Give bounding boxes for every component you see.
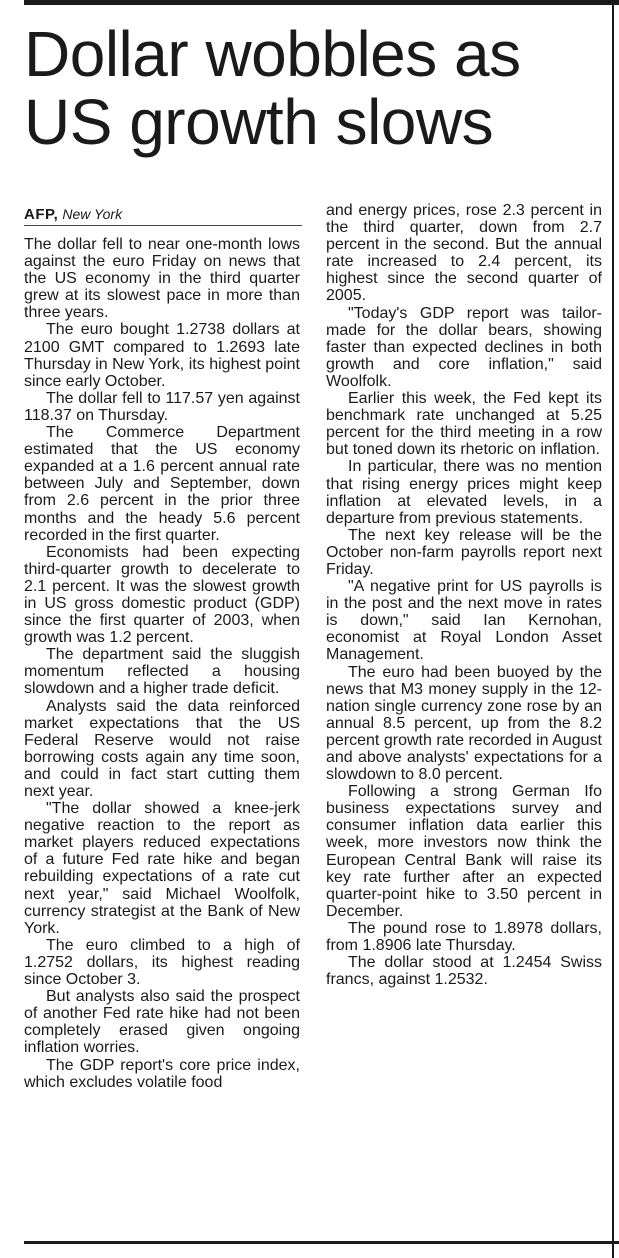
- paragraph: Following a strong German Ifo business expectations survey and consumer inflation data earlier this week, more investors now think the European Central Bank will raise its key rate further after an expected quarter-point hike to 3.50 percent in December.: [326, 783, 602, 920]
- paragraph: Economists had been expecting third-quarter growth to decelerate to 2.1 percent. It was the slowest growth in US gross domestic product (GDP) since the first quarter of 2003, when growth was 1.2 percent.: [24, 543, 300, 647]
- byline-rule: [24, 225, 302, 226]
- paragraph: In particular, there was no mention that rising energy prices might keep inflation at elevated levels, in a departure from previous statements.: [326, 458, 602, 527]
- paragraph: The pound rose to 1.8978 dollars, from 1.8906 late Thursday.: [326, 919, 602, 955]
- paragraph: The department said the sluggish momentum reflected a housing slowdown and a higher trade deficit.: [24, 646, 300, 698]
- article-column-1: [24, 236, 300, 1091]
- paragraph: The next key release will be the October non-farm payrolls report next Friday.: [326, 526, 602, 578]
- paragraph: The GDP report's core price index, which excludes volatile food: [24, 1056, 300, 1091]
- article-column-2: [326, 202, 602, 988]
- byline-location: New York: [62, 206, 123, 222]
- paragraph: "Today's GDP report was tailor-made for the dollar bears, showing faster than expected declines in both growth and core inflation," said Woolfolk.: [326, 304, 602, 390]
- headline-line-2: US growth slows: [24, 86, 494, 158]
- paragraph: The Commerce Department estimated that the US economy expanded at a 1.6 percent annual rate between July and September, down from 2.6 percent in the prior three months and the heady 5.6 percent recorded in the first quarter.: [24, 424, 300, 544]
- paragraph: The euro had been buoyed by the news that M3 money supply in the 12-nation single currency zone rose by an annual 8.5 percent, up from the 8.2 percent growth rate recorded in August and above analysts' expectations for a slowdown to 8.0 percent.: [326, 663, 602, 784]
- bottom-rule: [24, 1241, 619, 1244]
- paragraph: The dollar fell to near one-month lows against the euro Friday on news that the US economy in the third quarter grew at its slowest pace in more than three years.: [24, 236, 300, 322]
- paragraph: "A negative print for US payrolls is in the post and the next move in rates is down," said Ian Kernohan, economist at Royal London Asset Management.: [326, 578, 602, 664]
- paragraph: The euro bought 1.2738 dollars at 2100 GMT compared to 1.2693 late Thursday in New York, its highest point since early October.: [24, 321, 300, 390]
- column-edge-rule: [612, 0, 614, 1258]
- paragraph: The euro climbed to a high of 1.2752 dollars, its highest reading since October 3.: [24, 936, 300, 989]
- paragraph: The dollar fell to 117.57 yen against 118.37 on Thursday.: [24, 389, 300, 424]
- paragraph: The dollar stood at 1.2454 Swiss francs, against 1.2532.: [326, 954, 602, 989]
- top-rule: [24, 0, 619, 5]
- paragraph: Earlier this week, the Fed kept its benchmark rate unchanged at 5.25 percent for the third meeting in a row but toned down its rhetoric on inflation.: [326, 390, 602, 459]
- byline: [24, 204, 304, 226]
- paragraph: Analysts said the data reinforced market expectations that the US Federal Reserve would not raise borrowing costs again any time soon, and could in fact start cutting them next year.: [24, 697, 300, 800]
- paragraph: But analysts also said the prospect of another Fed rate hike had not been completely erased given ongoing inflation worries.: [24, 988, 300, 1057]
- headline-line-1: Dollar wobbles as: [24, 18, 521, 90]
- paragraph: and energy prices, rose 2.3 percent in the third quarter, down from 2.7 percent in the second. But the annual rate increased to 2.4 percent, its highest since the second quarter of 2005.: [326, 202, 602, 305]
- headline: [24, 20, 609, 156]
- paragraph: "The dollar showed a knee-jerk negative reaction to the report as market players reduced expectations of a future Fed rate hike and began rebuilding expectations of a rate cut next year," said Michael Woolfolk, currency strategist at the Bank of New York.: [24, 800, 300, 937]
- byline-agency: AFP,: [24, 206, 59, 223]
